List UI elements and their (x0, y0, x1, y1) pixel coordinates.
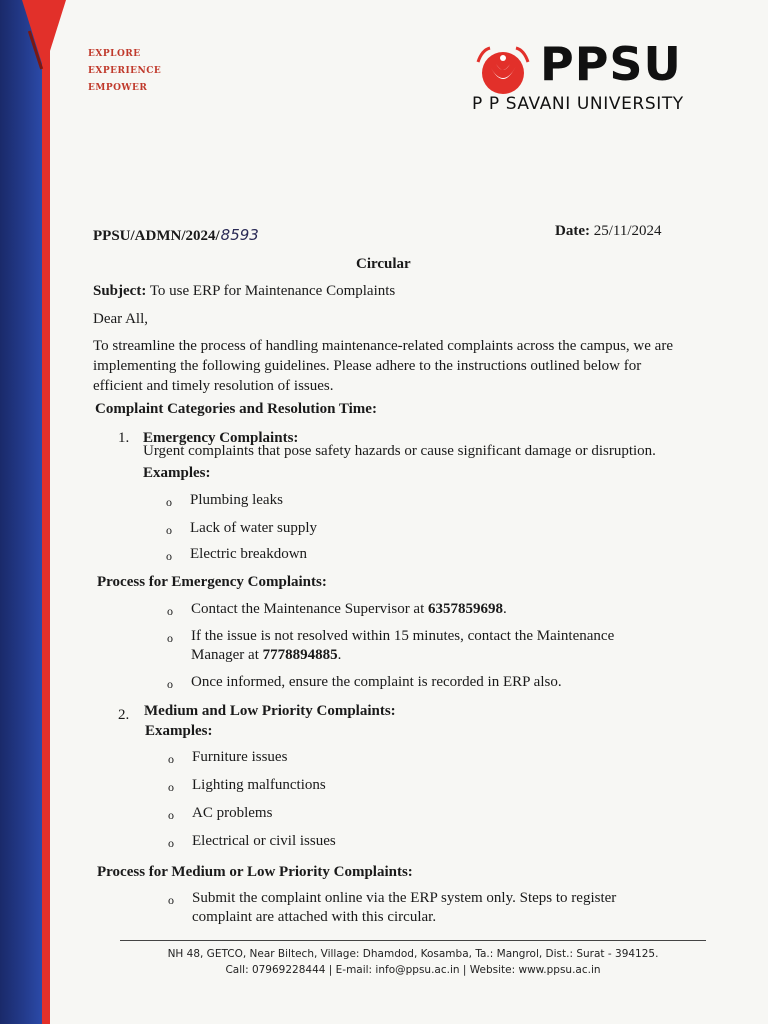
medium-example: AC problems (192, 805, 273, 821)
emergency-number: 1. (118, 430, 130, 446)
list-item: o Contact the Maintenance Supervisor at 6357859698. (191, 600, 507, 619)
list-item (168, 776, 326, 795)
medium-example: Lighting malfunctions (192, 777, 326, 793)
date-label: Date: (555, 223, 590, 239)
list-item (166, 491, 283, 510)
footer-contact: Call: 07969228444 | E-mail: info@ppsu.ac.in | Website: www.ppsu.ac.in (225, 964, 601, 976)
medium-process-heading: Process for Medium or Low Priority Complaints: (97, 864, 413, 880)
date-value: 25/11/2024 (593, 223, 662, 239)
list-item: o Once informed, ensure the complaint is recorded in ERP also. (191, 673, 562, 692)
footer-address: NH 48, GETCO, Near Biltech, Village: Dhamdod, Kosamba, Ta.: Mangrol, Dist.: Surat - 394125. (167, 948, 659, 960)
side-band-blue (0, 0, 42, 1024)
medium-number: 2. (118, 707, 130, 723)
subject-line (93, 283, 395, 300)
list-item: o If the issue is not resolved within 15 minutes, contact the Maintenance Manager at 7778894885. (167, 628, 615, 663)
bullet-marker: o (168, 893, 174, 907)
medium-title: Medium and Low Priority Complaints: (144, 703, 396, 719)
tagline (88, 46, 161, 97)
side-band-red (42, 0, 50, 1024)
logo-wordmark: PPSU (540, 37, 682, 91)
list-item: o Submit the complaint online via the ERP system only. Steps to register complaint are attached with this circular. (168, 890, 617, 925)
list-item (168, 804, 273, 823)
tagline-explore: EXPLORE (88, 49, 141, 59)
manager-phone: 7778894885 (262, 647, 338, 663)
logo-university-name: P P SAVANI UNIVERSITY (472, 94, 684, 114)
emergency-title: Emergency Complaints: (143, 430, 299, 446)
subject-label: Subject: (93, 283, 147, 299)
bullet-marker: o (167, 631, 173, 645)
reference-number (93, 226, 259, 245)
intro-paragraph: To streamline the process of handling maintenance-related complaints across the campus, we are implementing the following guidelines. Please adhere to the instructions outlined below for efficient and timely resolution of issues. (93, 338, 673, 394)
bullet-marker: o (166, 549, 172, 563)
list-item (166, 545, 308, 564)
tagline-empower: EMPOWER (88, 83, 148, 93)
bullet-marker: o (167, 677, 173, 691)
bullet-marker: o (168, 836, 174, 850)
emergency-description: Urgent complaints that pose safety hazards or cause significant damage or disruption. (143, 443, 656, 459)
categories-heading: Complaint Categories and Resolution Time: (95, 401, 377, 417)
page-title: Circular (356, 256, 411, 272)
bullet-marker: o (168, 780, 174, 794)
footer-divider (120, 940, 706, 941)
tagline-experience: EXPERIENCE (88, 66, 162, 76)
reference-printed: PPSU/ADMN/2024/ (93, 228, 220, 244)
greeting: Dear All, (93, 311, 148, 327)
date-line (555, 223, 662, 240)
medium-examples-label: Examples: (145, 723, 213, 739)
list-item (166, 519, 318, 538)
supervisor-phone: 6357859698 (428, 601, 504, 617)
emergency-example: Lack of water supply (190, 520, 318, 536)
bullet-marker: o (166, 523, 172, 537)
emergency-process-heading: Process for Emergency Complaints: (97, 574, 327, 590)
bullet-marker: o (167, 604, 173, 618)
ppsu-logo-icon (472, 44, 534, 96)
list-item (168, 748, 288, 767)
bullet-marker: o (168, 808, 174, 822)
subject-text: To use ERP for Maintenance Complaints (149, 283, 396, 299)
emergency-example: Plumbing leaks (190, 492, 283, 508)
reference-handwritten: 8593 (220, 226, 259, 244)
bullet-marker: o (168, 752, 174, 766)
list-item (168, 832, 336, 851)
bullet-marker: o (166, 495, 172, 509)
medium-example: Furniture issues (192, 749, 288, 765)
emergency-example: Electric breakdown (190, 546, 308, 562)
emergency-examples-label: Examples: (143, 465, 211, 481)
medium-example: Electrical or civil issues (192, 833, 336, 849)
